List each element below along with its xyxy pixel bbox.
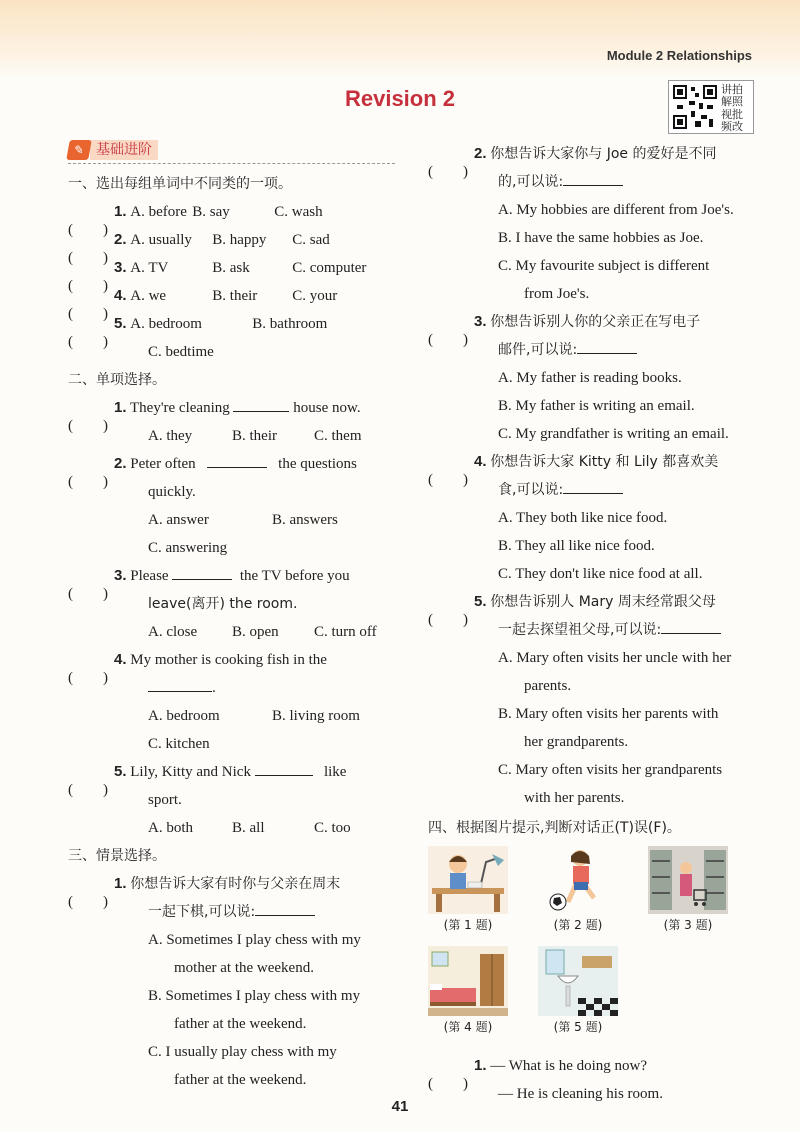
bedroom-image xyxy=(428,946,508,1016)
part1-q5: 5. A. bedroom B. bathroom xyxy=(114,315,328,332)
fill-blank[interactable] xyxy=(207,453,267,468)
part3-q5-option-a-cont: parents. xyxy=(524,678,572,694)
banner-text: 基础进阶 xyxy=(90,140,158,160)
picture-4 xyxy=(428,946,508,1035)
fill-blank[interactable] xyxy=(563,171,623,186)
part1-q1: 1. A. before B. say C. wash xyxy=(114,203,323,220)
part2-q4-cont: . xyxy=(68,674,403,702)
qr-code-box xyxy=(668,80,754,134)
part3-q3-l2: 邮件,可以说: xyxy=(428,336,768,364)
part3-q3-option-b: B. My father is writing an email. xyxy=(498,398,695,414)
part1-q4: 4. A. we B. their C. your xyxy=(114,287,338,304)
part3-q4-option-b: B. They all like nice food. xyxy=(498,538,655,554)
part3-q1-option-b-cont: father at the weekend. xyxy=(174,1016,307,1032)
section-banner xyxy=(68,140,403,170)
part3-q2-option-c: C. My favourite subject is different xyxy=(498,258,710,274)
picture-caption: (第 4 题) xyxy=(443,1020,493,1034)
part2-q3: 3. Please the TV before you xyxy=(114,567,350,584)
part2-q3-cont: leave(离开) the room. xyxy=(148,596,298,612)
part2-q2: 2. Peter often the questions xyxy=(114,455,357,472)
bathroom-image xyxy=(538,946,618,1016)
page-number: 41 xyxy=(391,1098,409,1115)
part1-title: 一、选出每组单词中不同类的一项。 xyxy=(68,176,292,192)
fill-blank[interactable] xyxy=(661,619,721,634)
part3-q1-option-a-cont: mother at the weekend. xyxy=(174,960,314,976)
page-title: Revision 2 xyxy=(344,86,456,111)
module-label: Module 2 Relationships xyxy=(606,48,752,63)
picture-caption: (第 1 题) xyxy=(443,918,493,932)
part3-q1: 1. 你想告诉大家有时你与父亲在周末 xyxy=(114,875,341,892)
part3-q5-option-c: C. Mary often visits her grandparents xyxy=(498,762,723,778)
part2-title: 二、单项选择。 xyxy=(68,372,166,388)
part2-q5-options: A. both B. all C. too xyxy=(148,820,351,836)
part2-q2-option-c: C. answering xyxy=(148,540,228,556)
picture-1 xyxy=(428,846,508,933)
right-column xyxy=(428,140,768,1108)
part3-q5-option-c-cont: with her parents. xyxy=(524,790,625,806)
qr-caption: 讲 拍 解 照 视 批 频 改 xyxy=(721,83,743,133)
fill-blank[interactable] xyxy=(255,761,313,776)
part3-q5: 5. 你想告诉别人 Mary 周末经常跟父母 xyxy=(474,593,716,610)
picture-caption: (第 3 题) xyxy=(663,918,713,932)
part3-q3-option-c: C. My grandfather is writing an email. xyxy=(498,426,729,442)
boy-cleaning-desk-image xyxy=(428,846,508,914)
picture-3 xyxy=(648,846,728,933)
part3-q4: 4. 你想告诉大家 Kitty 和 Lily 都喜欢美 xyxy=(474,453,719,470)
part3-q4-l2: 食,可以说: xyxy=(428,476,768,504)
part3-q3-option-a: A. My father is reading books. xyxy=(498,370,682,386)
part3-q1-option-a: A. Sometimes I play chess with my xyxy=(148,932,361,948)
supermarket-image xyxy=(648,846,728,914)
part3-q5-option-b: B. Mary often visits her parents with xyxy=(498,706,719,722)
part2-q4-options: A. bedroom B. living room xyxy=(148,708,360,724)
part3-q3: 3. 你想告诉别人你的父亲正在写电子 xyxy=(474,313,701,330)
banner-divider xyxy=(68,163,395,164)
part3-q1-option-c-cont: father at the weekend. xyxy=(174,1072,307,1088)
part4-title: 四、根据图片提示,判断对话正(T)误(F)。 xyxy=(428,820,681,836)
part3-q5-l2: 一起去探望祖父母,可以说: xyxy=(428,616,768,644)
part3-q2-option-a: A. My hobbies are different from Joe's. xyxy=(498,202,734,218)
fill-blank[interactable] xyxy=(577,339,637,354)
left-column xyxy=(68,140,403,1094)
pencil-icon: ✎ xyxy=(66,140,92,160)
part3-q4-option-c: C. They don't like nice food at all. xyxy=(498,566,703,582)
part2-q4: 4. My mother is cooking fish in the xyxy=(114,651,327,668)
part4-q1-l2: — He is cleaning his room. xyxy=(498,1086,663,1102)
picture-2 xyxy=(538,846,618,933)
fill-blank[interactable] xyxy=(233,397,289,412)
part1-q2: 2. A. usually B. happy C. sad xyxy=(114,231,330,248)
fill-blank[interactable] xyxy=(172,565,232,580)
picture-5 xyxy=(538,946,618,1035)
part3-q5-option-a: A. Mary often visits her uncle with her xyxy=(498,650,732,666)
part3-q5-option-b-cont: her grandparents. xyxy=(524,734,629,750)
part3-title: 三、情景选择。 xyxy=(68,848,166,864)
part4-q1: 1. — What is he doing now? xyxy=(474,1057,648,1074)
part1-q5-option-c: C. bedtime xyxy=(148,344,214,360)
qr-code-icon xyxy=(671,83,719,131)
part3-q2-option-c-cont: from Joe's. xyxy=(524,286,590,302)
part2-q5-cont: sport. xyxy=(148,792,182,808)
fill-blank[interactable] xyxy=(255,901,315,916)
part3-q1-l2: 一起下棋,可以说: xyxy=(68,898,403,926)
part1-q3: 3. A. TV B. ask C. computer xyxy=(114,259,367,276)
part2-q3-options: A. close B. open C. turn off xyxy=(148,624,377,640)
fill-blank[interactable] xyxy=(148,677,212,692)
part2-q1-options: A. they B. their C. them xyxy=(148,428,362,444)
part2-q2-cont: quickly. xyxy=(148,484,196,500)
part2-q4-option-c: C. kitchen xyxy=(148,736,210,752)
picture-caption: (第 2 题) xyxy=(553,918,603,932)
part3-q1-option-b: B. Sometimes I play chess with my xyxy=(148,988,361,1004)
fill-blank[interactable] xyxy=(563,479,623,494)
header-band xyxy=(0,0,800,80)
part3-q2: 2. 你想告诉大家你与 Joe 的爱好是不同 xyxy=(474,145,717,162)
part3-q2-option-b: B. I have the same hobbies as Joe. xyxy=(498,230,704,246)
picture-caption: (第 5 题) xyxy=(553,1020,603,1034)
part2-q1: 1. They're cleaning house now. xyxy=(114,399,361,416)
part2-q5: 5. Lily, Kitty and Nick like xyxy=(114,763,347,780)
part3-q2-l2: 的,可以说: xyxy=(428,168,768,196)
picture-grid xyxy=(428,842,768,1052)
part2-q2-options: A. answer B. answers xyxy=(148,512,338,528)
part3-q1-option-c: C. I usually play chess with my xyxy=(148,1044,337,1060)
part3-q4-option-a: A. They both like nice food. xyxy=(498,510,668,526)
girl-playing-football-image xyxy=(538,846,618,914)
